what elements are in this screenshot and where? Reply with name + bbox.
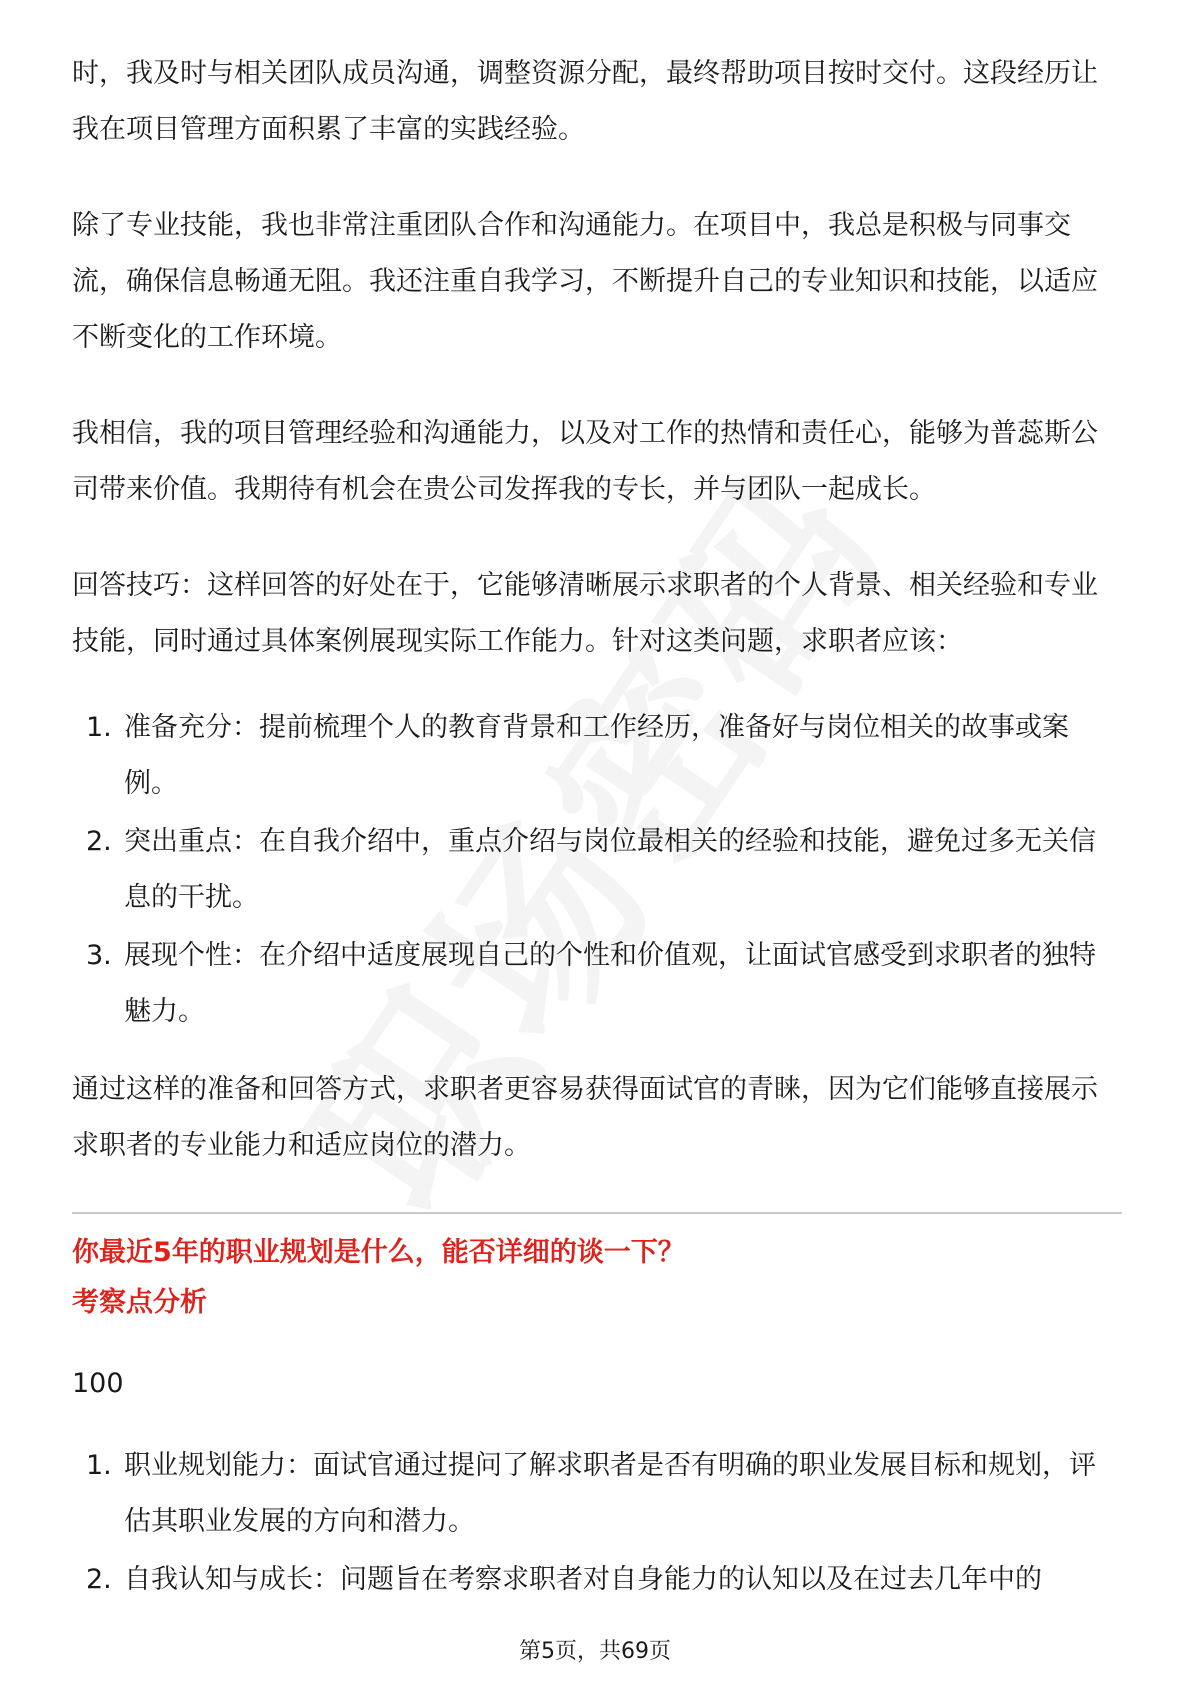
list-text: 展现个性：在介绍中适度展现自己的个性和价值观，让面试官感受到求职者的独特魅力。: [124, 940, 1096, 1027]
answer-tips-intro: 回答技巧：这样回答的好处在于，它能够清晰展示求职者的个人背景、相关经验和专业技能，同时通过具体案例展现实际工作能力。针对这类问题，求职者应该：: [72, 570, 1098, 657]
paragraph: 我相信，我的项目管理经验和沟通能力，以及对工作的热情和责任心，能够为普蕊斯公司带来价值。我期待有机会在贵公司发挥我的专长，并与团队一起成长。: [72, 418, 1098, 505]
list-item: [72, 814, 1122, 926]
list-number: 3.: [86, 940, 112, 971]
tips-list: [72, 700, 1122, 1040]
document-body: [72, 46, 1122, 1630]
analysis-label: 考察点分析: [72, 1287, 207, 1318]
list-number: 1.: [86, 712, 112, 743]
list-number: 1.: [86, 1450, 112, 1481]
analysis-list: [72, 1438, 1122, 1608]
list-item: [72, 1438, 1122, 1550]
paragraph: 时，我及时与相关团队成员沟通，调整资源分配，最终帮助项目按时交付。这段经历让我在项目管理方面积累了丰富的实践经验。: [72, 58, 1098, 145]
list-number: 2.: [86, 826, 112, 857]
list-text: 突出重点：在自我介绍中，重点介绍与岗位最相关的经验和技能，避免过多无关信息的干扰。: [124, 826, 1096, 913]
list-text: 职业规划能力：面试官通过提问了解求职者是否有明确的职业发展目标和规划，评估其职业发展的方向和潜力。: [124, 1450, 1096, 1537]
list-text: 准备充分：提前梳理个人的教育背景和工作经历，准备好与岗位相关的故事或案例。: [124, 712, 1069, 799]
list-text: 自我认知与成长：问题旨在考察求职者对自身能力的认知以及在过去几年中的: [124, 1564, 1042, 1595]
page-footer: 第5页，共69页: [519, 1639, 671, 1664]
list-item: [72, 928, 1122, 1040]
conclusion-paragraph: 通过这样的准备和回答方式，求职者更容易获得面试官的青睐，因为它们能够直接展示求职者的专业能力和适应岗位的潜力。: [72, 1074, 1098, 1161]
score-value: 100: [72, 1368, 124, 1399]
paragraph: 除了专业技能，我也非常注重团队合作和沟通能力。在项目中，我总是积极与同事交流，确保信息畅通无阻。我还注重自我学习，不断提升自己的专业知识和技能，以适应不断变化的工作环境。: [72, 210, 1098, 353]
question-heading: 你最近5年的职业规划是什么，能否详细的谈一下？: [72, 1237, 685, 1268]
list-item: [72, 1552, 1122, 1608]
list-item: [72, 700, 1122, 812]
section-divider: [72, 1212, 1122, 1214]
list-number: 2.: [86, 1564, 112, 1595]
